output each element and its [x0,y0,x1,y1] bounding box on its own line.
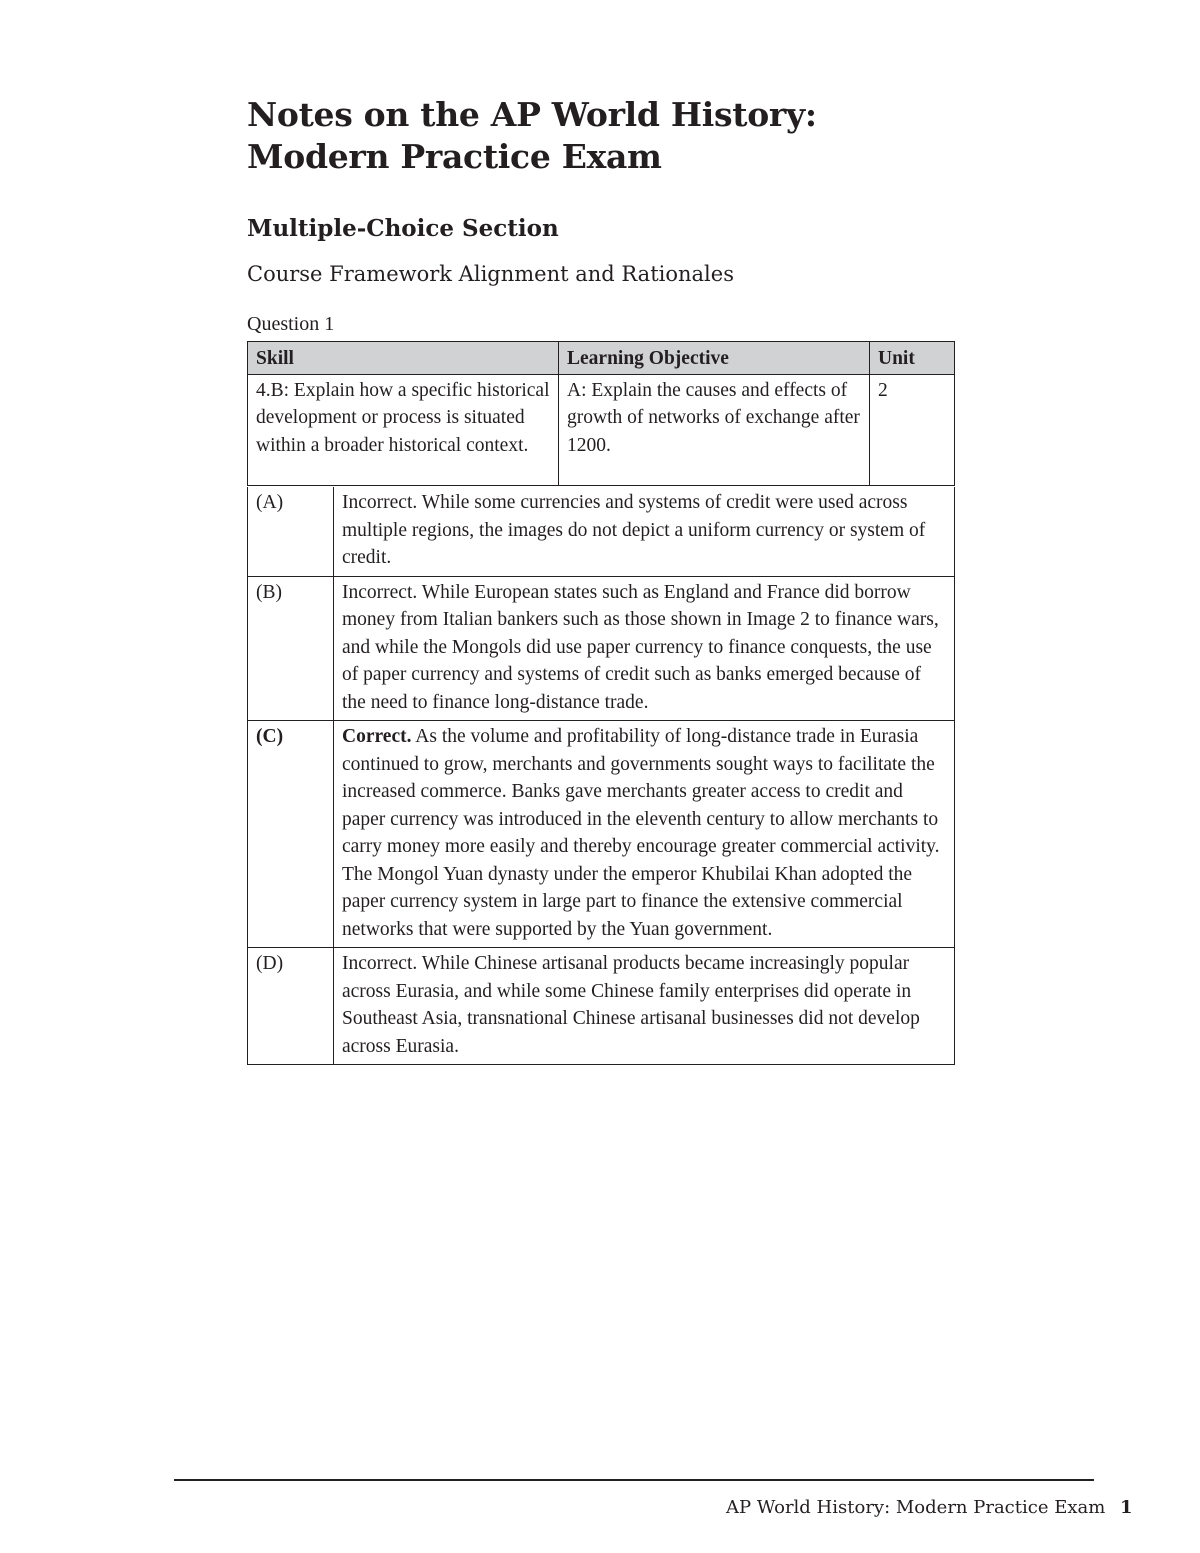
rationale-body: Incorrect. While European states such as England and France did borrow money from Italian bankers such as those shown in Image 2 to finance wars, and while the Mongols did use paper currency to finance conquests, the use of paper currency and systems of credit such as banks emerged because of the need to finance long-distance trade. [342,581,939,713]
footer-rule [174,1479,1094,1481]
document-title: Notes on the AP World History: Modern Practice Exam [247,95,817,176]
rationale-text [334,721,955,948]
option-label: (A) [248,487,334,576]
answer-row-c [248,721,955,948]
rationale-body: Incorrect. While some currencies and systems of credit were used across multiple regions, the images do not depict a uniform currency or system of credit. [342,492,926,568]
answer-rationale-table [247,487,955,1065]
subheading: Course Framework Alignment and Rationales [247,262,734,286]
skill-header: Skill [248,342,559,375]
unit-header: Unit [870,342,955,375]
learning-objective-cell: A: Explain the causes and effects of growth of networks of exchange after 1200. [559,374,870,485]
learning-objective-header: Learning Objective [559,342,870,375]
page-number: 1 [1120,1497,1133,1518]
option-label: (D) [248,948,334,1065]
option-label: (C) [248,721,334,948]
option-label: (B) [248,576,334,721]
skill-cell: 4.B: Explain how a specific historical development or process is situated within a broader historical context. [248,374,559,485]
unit-cell: 2 [870,374,955,485]
section-heading: Multiple-Choice Section [247,215,559,242]
alignment-table [247,341,955,486]
answer-row-d [248,948,955,1065]
answer-row-a [248,487,955,576]
alignment-row [248,374,955,485]
rationale-lead: Correct. [342,726,412,747]
alignment-header-row [248,342,955,375]
answer-row-b [248,576,955,721]
rationale-body: Incorrect. While Chinese artisanal products became increasingly popular across Eurasia, and while some Chinese family enterprises did operate in Southeast Asia, transnational Chinese artisanal businesses did not develop across Eurasia. [342,953,920,1057]
rationale-text [334,487,955,576]
rationale-body: As the volume and profitability of long-distance trade in Eurasia continued to grow, merchants and governments sought ways to facilitate the increased commerce. Banks gave merchants greater access to credit and paper currency was introduced in the eleventh century to allow merchants to carry money more easily and thereby encourage greater commercial activity. The Mongol Yuan dynasty under the emperor Khubilai Khan adopted the paper currency system in large part to finance the extensive commercial networks that were supported by the Yuan government. [342,726,940,940]
question-label: Question 1 [247,313,335,335]
footer-text: AP World History: Modern Practice Exam [726,1497,1106,1518]
rationale-text [334,576,955,721]
rationale-text [334,948,955,1065]
